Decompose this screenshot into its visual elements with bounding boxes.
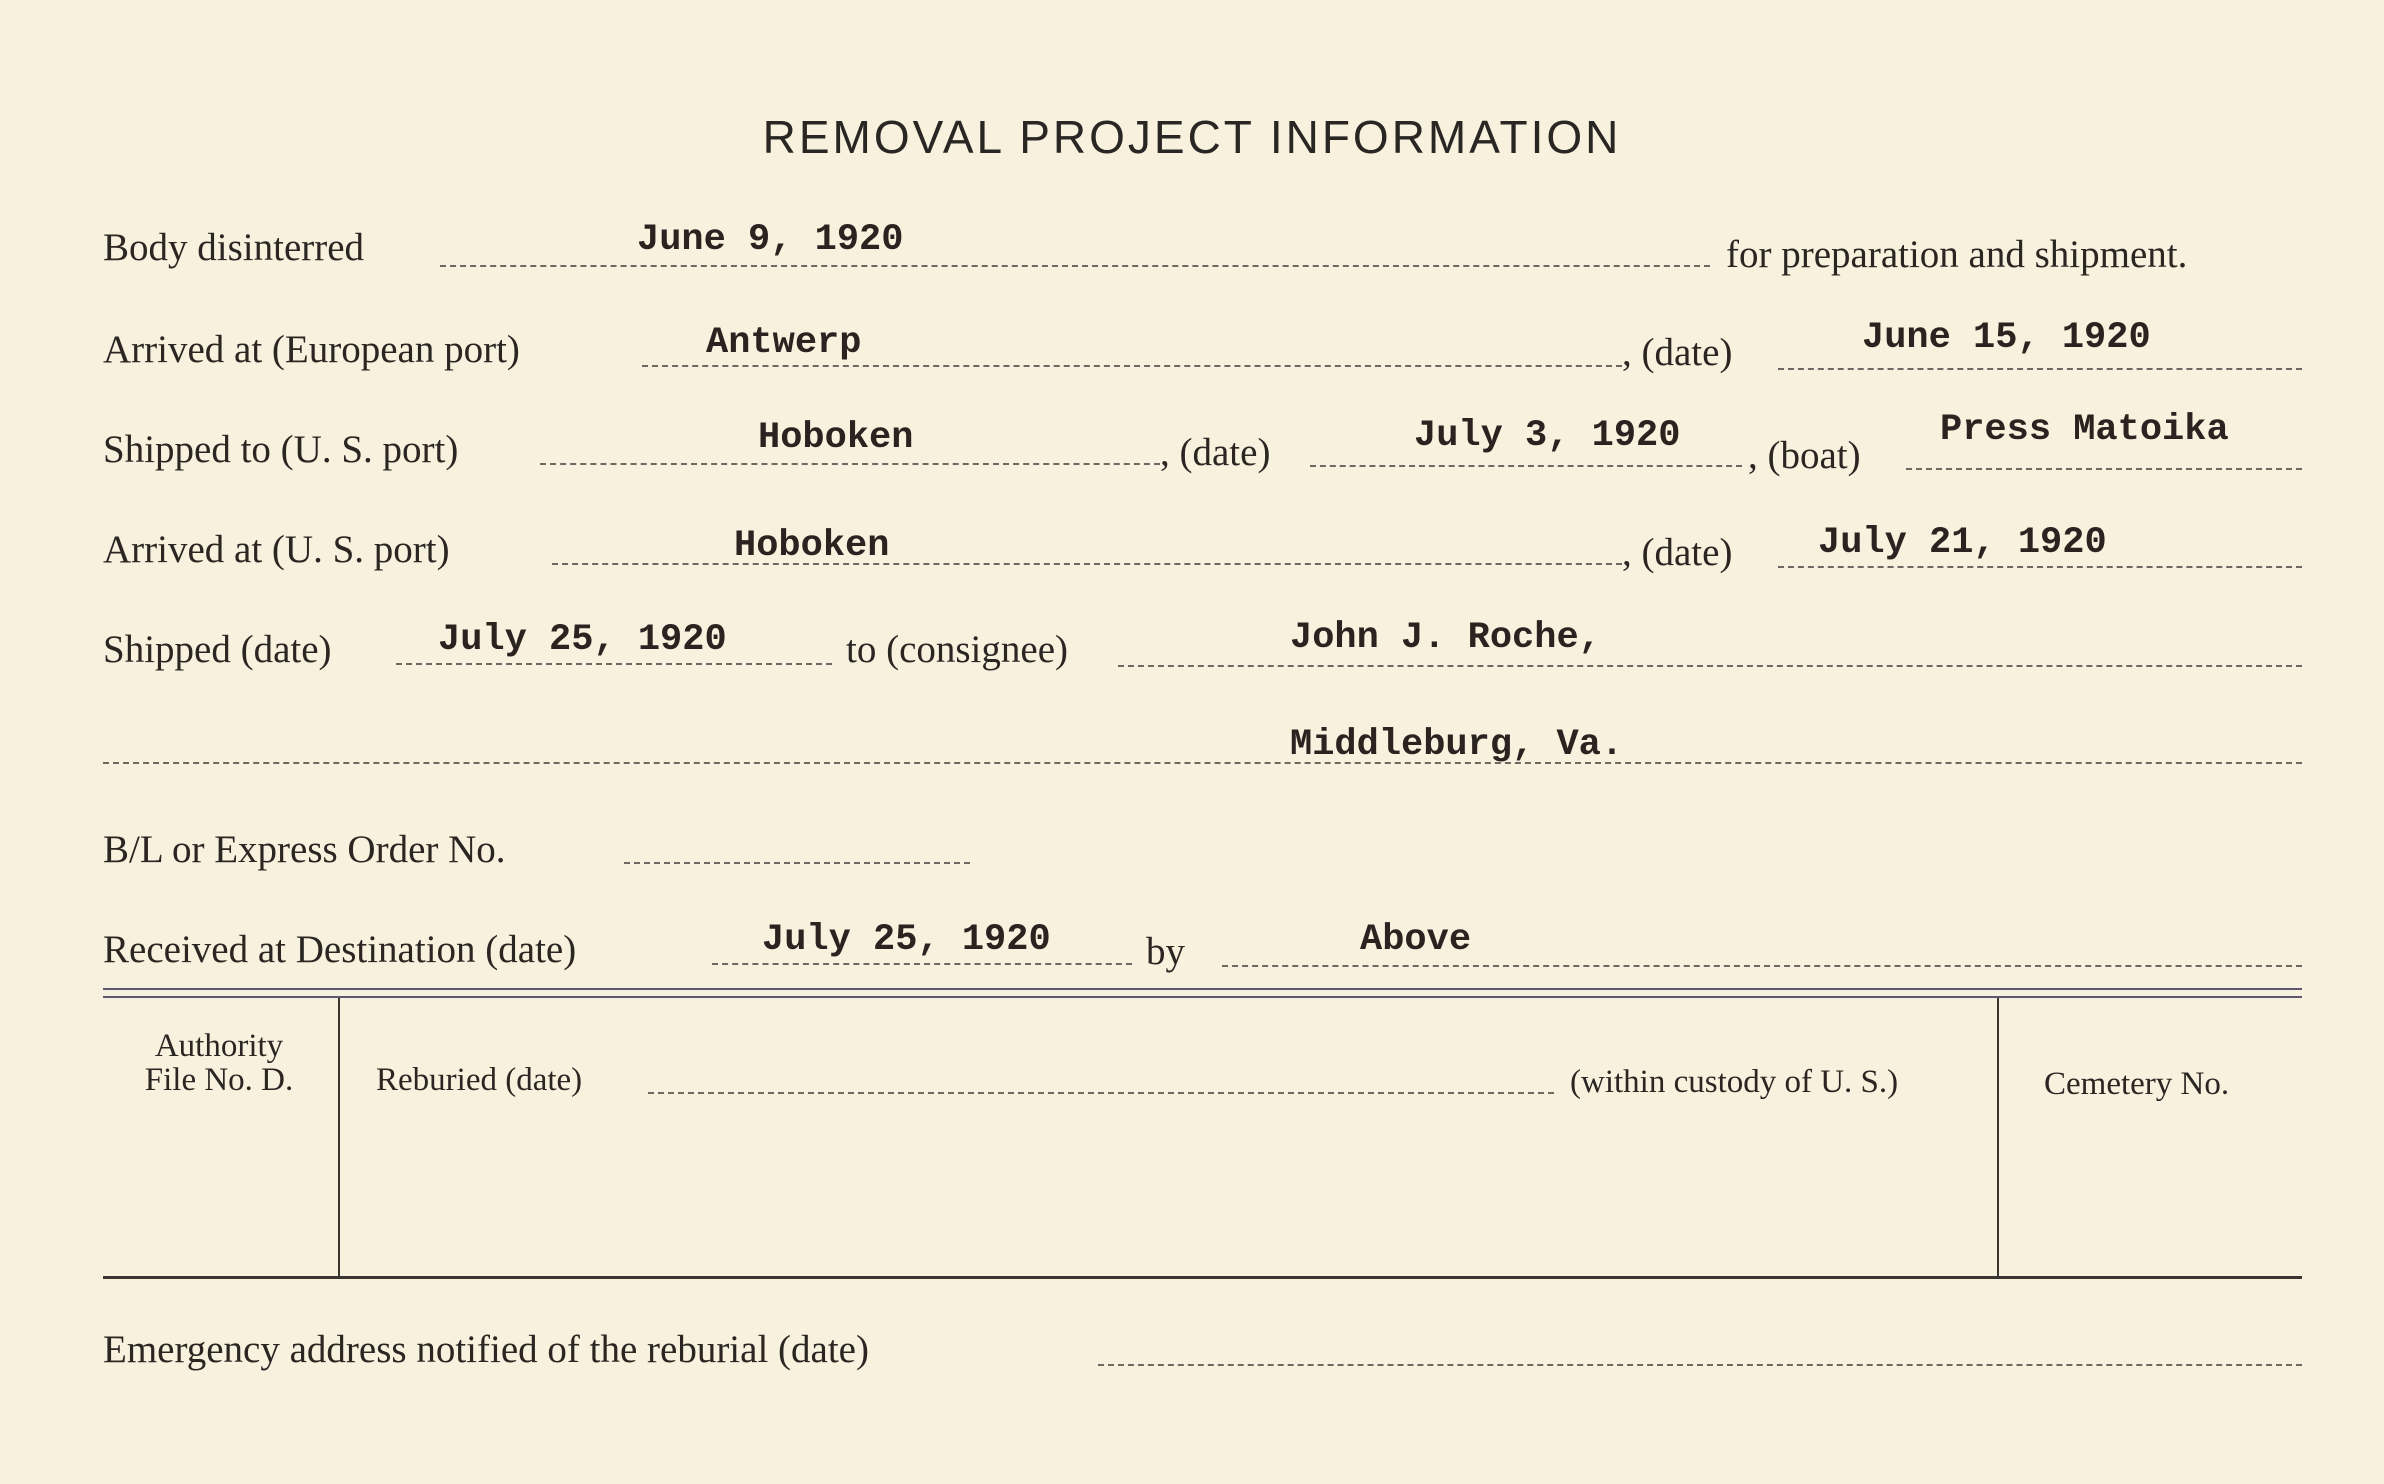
label-body-disinterred: Body disinterred — [103, 226, 365, 269]
table-divider-right — [1997, 998, 1999, 1276]
value-consignee-line1: John J. Roche, — [1290, 617, 1601, 659]
label-reburied-date: Reburied (date) — [376, 1062, 583, 1098]
label-arrived-us: Arrived at (U. S. port) — [103, 528, 450, 571]
label-shipped-date: Shipped (date) — [103, 628, 332, 671]
line-received-by — [1222, 965, 2302, 967]
label-by: by — [1146, 930, 1185, 973]
label-authority-line1: Authority — [154, 1028, 284, 1064]
table-divider-left — [338, 998, 340, 1276]
value-boat-name: Press Matoika — [1940, 409, 2229, 451]
line-shipped-date — [396, 663, 832, 665]
label-date-european: , (date) — [1622, 331, 1733, 374]
line-us-port-arrived — [552, 563, 1622, 565]
value-shipped-date: July 25, 1920 — [438, 619, 727, 661]
line-consignee-continued — [103, 762, 2302, 764]
table-top-rule-1 — [103, 988, 2302, 990]
line-disinterred — [440, 265, 1710, 267]
label-authority-line2: File No. D. — [144, 1062, 294, 1098]
line-emergency-date — [1098, 1364, 2302, 1366]
value-us-arrival-date: July 21, 1920 — [1818, 522, 2107, 564]
line-reburied-date — [648, 1092, 1554, 1094]
label-boat: , (boat) — [1748, 434, 1861, 477]
table-bottom-rule — [103, 1276, 2302, 1279]
label-date-us-ship: , (date) — [1160, 431, 1271, 474]
label-arrived-european: Arrived at (European port) — [103, 328, 520, 371]
value-us-ship-date: July 3, 1920 — [1414, 415, 1681, 457]
line-us-arrival-date — [1778, 566, 2302, 568]
line-european-port — [642, 365, 1622, 367]
value-consignee-line2: Middleburg, Va. — [1290, 724, 1624, 766]
table-top-rule-2 — [103, 996, 2302, 998]
card-title: REMOVAL PROJECT INFORMATION — [762, 111, 1622, 163]
line-us-ship-date — [1310, 465, 1742, 467]
value-european-date: June 15, 1920 — [1862, 317, 2151, 359]
value-disinterred-date: June 9, 1920 — [637, 219, 904, 261]
label-emergency-address: Emergency address notified of the reburial (date) — [103, 1328, 869, 1371]
line-received-date — [712, 963, 1132, 965]
value-us-port-arrived: Hoboken — [734, 525, 890, 567]
label-within-custody: (within custody of U. S.) — [1570, 1064, 1899, 1100]
label-received-destination: Received at Destination (date) — [103, 928, 577, 971]
line-consignee — [1118, 665, 2302, 667]
label-bl-order: B/L or Express Order No. — [103, 828, 506, 871]
line-boat — [1906, 468, 2302, 470]
value-received-date: July 25, 1920 — [762, 919, 1051, 961]
value-received-by: Above — [1360, 919, 1472, 961]
label-for-preparation: for preparation and shipment. — [1726, 233, 2188, 276]
line-bl-order — [624, 862, 970, 864]
value-european-port: Antwerp — [706, 322, 862, 364]
line-us-port-shipped — [540, 463, 1160, 465]
label-cemetery-no: Cemetery No. — [2044, 1066, 2230, 1102]
value-us-port-shipped: Hoboken — [758, 417, 914, 459]
label-to-consignee: to (consignee) — [846, 628, 1069, 671]
label-shipped-to-us: Shipped to (U. S. port) — [103, 428, 459, 471]
label-date-us-arrival: , (date) — [1622, 531, 1733, 574]
line-european-date — [1778, 368, 2302, 370]
